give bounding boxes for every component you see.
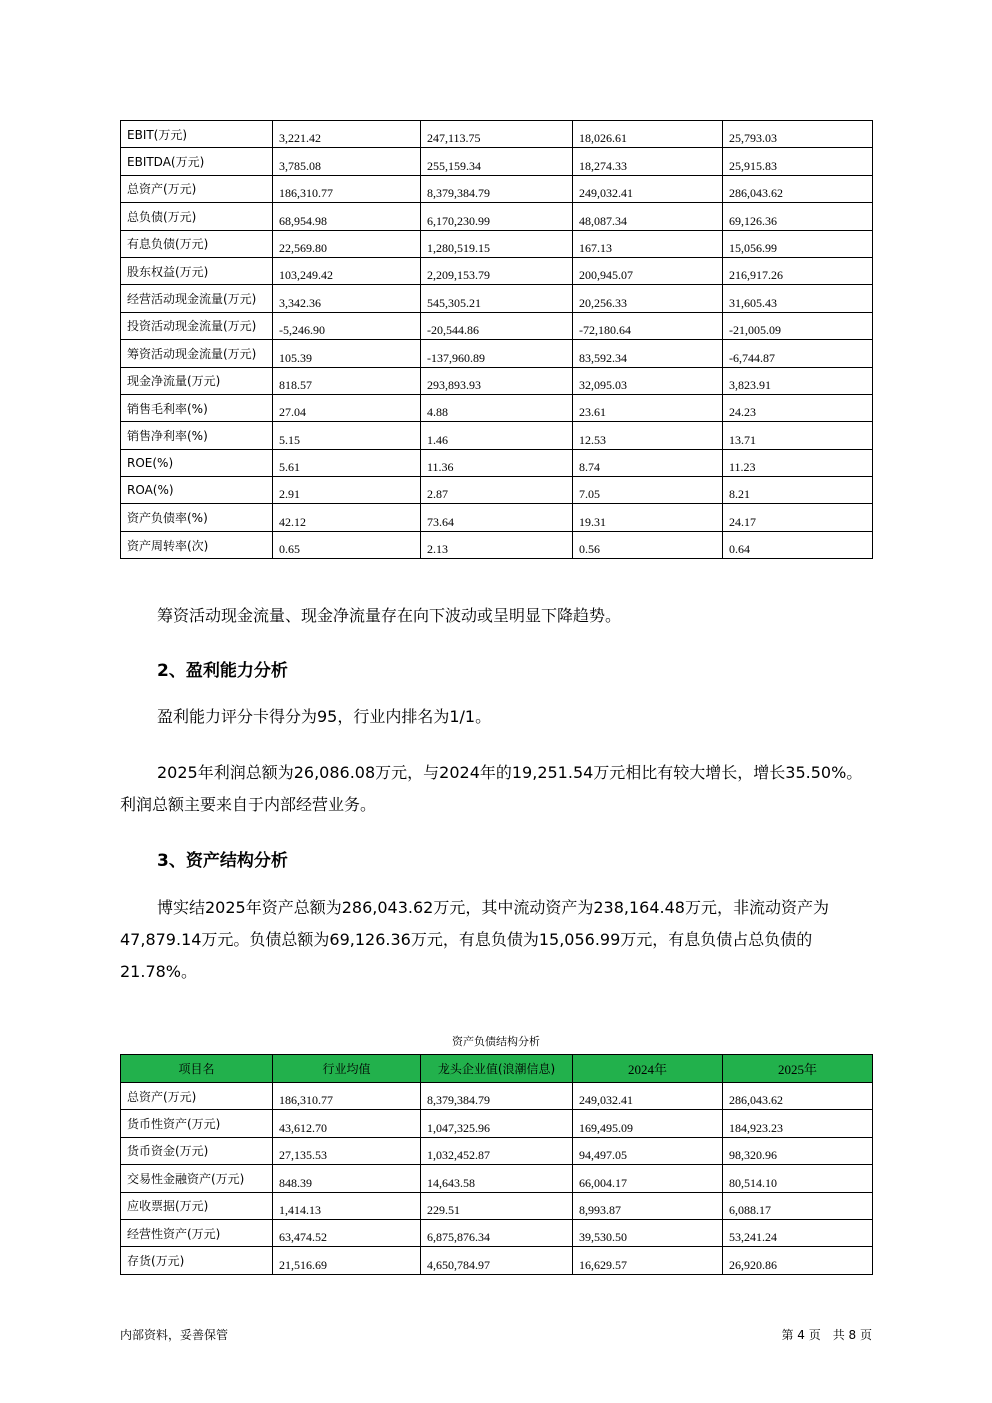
- row-label: 经营性资产(万元): [121, 1219, 273, 1246]
- table-row: [121, 175, 873, 202]
- row-value: 229.51: [421, 1192, 573, 1219]
- table-row: [121, 422, 873, 449]
- row-value: 1.46: [421, 422, 573, 449]
- row-value: 20,256.33: [573, 285, 723, 312]
- row-value: 6,088.17: [723, 1192, 873, 1219]
- row-label: 销售净利率(%): [121, 422, 273, 449]
- table-row: [121, 449, 873, 476]
- financial-metrics-table: [120, 120, 873, 559]
- row-value: 1,032,452.87: [421, 1137, 573, 1164]
- row-label: 投资活动现金流量(万元): [121, 312, 273, 339]
- row-value: 5.15: [273, 422, 421, 449]
- row-value: 249,032.41: [573, 175, 723, 202]
- table-header-row: [121, 1055, 873, 1083]
- row-value: 83,592.34: [573, 340, 723, 367]
- row-value: 545,305.21: [421, 285, 573, 312]
- row-value: 247,113.75: [421, 121, 573, 148]
- row-value: 5.61: [273, 449, 421, 476]
- row-value: 293,893.93: [421, 367, 573, 394]
- row-value: 255,159.34: [421, 148, 573, 175]
- paragraph-asset-structure: 博实结2025年资产总额为286,043.62万元，其中流动资产为238,164.48万元，非流动资产为47,879.14万元。负债总额为69,126.36万元，有息负债为15,056.99万元，有息负债占总负债的21.78%。: [120, 898, 829, 981]
- row-value: 21,516.69: [273, 1247, 421, 1274]
- row-value: 103,249.42: [273, 257, 421, 284]
- row-label: 应收票据(万元): [121, 1192, 273, 1219]
- table-row: [121, 1247, 873, 1274]
- row-value: 6,170,230.99: [421, 203, 573, 230]
- table-row: [121, 148, 873, 175]
- row-label: 货币资金(万元): [121, 1137, 273, 1164]
- row-value: 23.61: [573, 394, 723, 421]
- row-value: 24.23: [723, 394, 873, 421]
- row-value: 8.74: [573, 449, 723, 476]
- row-value: 53,241.24: [723, 1219, 873, 1246]
- section-heading-profitability: 2、盈利能力分析: [157, 661, 288, 681]
- paragraph-profit-total: 2025年利润总额为26,086.08万元，与2024年的19,251.54万元相比有较大增长，增长35.50%。利润总额主要来自于内部经营业务。: [120, 763, 863, 814]
- row-value: 13.71: [723, 422, 873, 449]
- table-row: [121, 203, 873, 230]
- row-value: 167.13: [573, 230, 723, 257]
- table-row: [121, 285, 873, 312]
- row-value: 11.36: [421, 449, 573, 476]
- row-value: 8,379,384.79: [421, 1083, 573, 1110]
- row-value: 184,923.23: [723, 1110, 873, 1137]
- table-row: [121, 1219, 873, 1246]
- row-label: 交易性金融资产(万元): [121, 1165, 273, 1192]
- row-value: 26,920.86: [723, 1247, 873, 1274]
- financial-metrics-body: [121, 121, 873, 559]
- row-value: 25,915.83: [723, 148, 873, 175]
- row-value: 249,032.41: [573, 1083, 723, 1110]
- footer-confidential-note: 内部资料，妥善保管: [120, 1328, 229, 1342]
- table-row: [121, 257, 873, 284]
- row-value: 27,135.53: [273, 1137, 421, 1164]
- row-value: 32,095.03: [573, 367, 723, 394]
- row-value: 3,221.42: [273, 121, 421, 148]
- paragraph-cashflow-trend: 筹资活动现金流量、现金净流量存在向下波动或呈明显下降趋势。: [157, 606, 622, 625]
- row-value: 66,004.17: [573, 1165, 723, 1192]
- row-value: -6,744.87: [723, 340, 873, 367]
- row-value: 8.21: [723, 477, 873, 504]
- row-value: 1,047,325.96: [421, 1110, 573, 1137]
- row-label: ROA(%): [121, 477, 273, 504]
- row-value: 1,280,519.15: [421, 230, 573, 257]
- row-label: 销售毛利率(%): [121, 394, 273, 421]
- row-value: 19.31: [573, 504, 723, 531]
- row-label: 经营活动现金流量(万元): [121, 285, 273, 312]
- row-value: 2.87: [421, 477, 573, 504]
- row-value: 216,917.26: [723, 257, 873, 284]
- header-leader-value: 龙头企业值(浪潮信息): [421, 1055, 573, 1083]
- row-value: 0.64: [723, 531, 873, 558]
- header-year-2024: 2024年: [573, 1055, 723, 1083]
- row-value: 16,629.57: [573, 1247, 723, 1274]
- header-item-name: 项目名: [121, 1055, 273, 1083]
- row-value: 80,514.10: [723, 1165, 873, 1192]
- row-value: 8,993.87: [573, 1192, 723, 1219]
- row-label: EBIT(万元): [121, 121, 273, 148]
- footer-page-number: 第 4 页 共 8 页: [781, 1328, 872, 1342]
- row-value: 286,043.62: [723, 175, 873, 202]
- row-value: 11.23: [723, 449, 873, 476]
- row-label: 总负债(万元): [121, 203, 273, 230]
- asset-liability-body: [121, 1083, 873, 1275]
- paragraph-profitability-score: 盈利能力评分卡得分为95，行业内排名为1/1。: [157, 707, 492, 726]
- asset-liability-header: [121, 1055, 873, 1083]
- row-value: -72,180.64: [573, 312, 723, 339]
- row-value: 2,209,153.79: [421, 257, 573, 284]
- row-value: 73.64: [421, 504, 573, 531]
- row-value: 18,274.33: [573, 148, 723, 175]
- row-value: 48,087.34: [573, 203, 723, 230]
- row-value: 3,342.36: [273, 285, 421, 312]
- row-label: 存货(万元): [121, 1247, 273, 1274]
- table-row: [121, 477, 873, 504]
- row-value: 169,495.09: [573, 1110, 723, 1137]
- row-value: 2.13: [421, 531, 573, 558]
- section-heading-asset-structure: 3、资产结构分析: [157, 851, 288, 871]
- row-value: 848.39: [273, 1165, 421, 1192]
- row-value: 186,310.77: [273, 175, 421, 202]
- row-value: -137,960.89: [421, 340, 573, 367]
- row-value: 186,310.77: [273, 1083, 421, 1110]
- row-label: 有息负债(万元): [121, 230, 273, 257]
- row-value: 3,785.08: [273, 148, 421, 175]
- table-row: [121, 230, 873, 257]
- row-value: 42.12: [273, 504, 421, 531]
- row-value: 0.65: [273, 531, 421, 558]
- table-row: [121, 1165, 873, 1192]
- row-value: 8,379,384.79: [421, 175, 573, 202]
- row-value: 68,954.98: [273, 203, 421, 230]
- row-value: 98,320.96: [723, 1137, 873, 1164]
- row-value: 818.57: [273, 367, 421, 394]
- row-value: 286,043.62: [723, 1083, 873, 1110]
- row-value: 25,793.03: [723, 121, 873, 148]
- table-row: [121, 1137, 873, 1164]
- row-value: 200,945.07: [573, 257, 723, 284]
- table-row: [121, 312, 873, 339]
- row-value: 105.39: [273, 340, 421, 367]
- row-value: 3,823.91: [723, 367, 873, 394]
- row-label: 货币性资产(万元): [121, 1110, 273, 1137]
- row-value: 63,474.52: [273, 1219, 421, 1246]
- table-caption: 资产负债结构分析: [452, 1035, 540, 1048]
- row-value: 6,875,876.34: [421, 1219, 573, 1246]
- row-value: 0.56: [573, 531, 723, 558]
- asset-liability-structure-table: [120, 1054, 873, 1275]
- row-label: EBITDA(万元): [121, 148, 273, 175]
- row-value: 4.88: [421, 394, 573, 421]
- row-value: -5,246.90: [273, 312, 421, 339]
- table-row: [121, 531, 873, 558]
- row-value: -21,005.09: [723, 312, 873, 339]
- row-value: 94,497.05: [573, 1137, 723, 1164]
- row-value: 69,126.36: [723, 203, 873, 230]
- table-row: [121, 367, 873, 394]
- table-row: [121, 1110, 873, 1137]
- table-row: [121, 340, 873, 367]
- row-label: 总资产(万元): [121, 1083, 273, 1110]
- row-value: -20,544.86: [421, 312, 573, 339]
- row-label: 现金净流量(万元): [121, 367, 273, 394]
- row-label: 股东权益(万元): [121, 257, 273, 284]
- row-label: ROE(%): [121, 449, 273, 476]
- header-industry-avg: 行业均值: [273, 1055, 421, 1083]
- row-value: 18,026.61: [573, 121, 723, 148]
- row-label: 资产负债率(%): [121, 504, 273, 531]
- row-value: 22,569.80: [273, 230, 421, 257]
- table-row: [121, 394, 873, 421]
- row-label: 总资产(万元): [121, 175, 273, 202]
- row-value: 15,056.99: [723, 230, 873, 257]
- row-value: 1,414.13: [273, 1192, 421, 1219]
- row-value: 39,530.50: [573, 1219, 723, 1246]
- header-year-2025: 2025年: [723, 1055, 873, 1083]
- row-value: 24.17: [723, 504, 873, 531]
- table-row: [121, 121, 873, 148]
- table-row: [121, 1192, 873, 1219]
- row-label: 资产周转率(次): [121, 531, 273, 558]
- row-value: 7.05: [573, 477, 723, 504]
- row-value: 12.53: [573, 422, 723, 449]
- row-value: 43,612.70: [273, 1110, 421, 1137]
- table-row: [121, 504, 873, 531]
- row-label: 筹资活动现金流量(万元): [121, 340, 273, 367]
- row-value: 4,650,784.97: [421, 1247, 573, 1274]
- row-value: 2.91: [273, 477, 421, 504]
- row-value: 14,643.58: [421, 1165, 573, 1192]
- row-value: 31,605.43: [723, 285, 873, 312]
- table-row: [121, 1083, 873, 1110]
- row-value: 27.04: [273, 394, 421, 421]
